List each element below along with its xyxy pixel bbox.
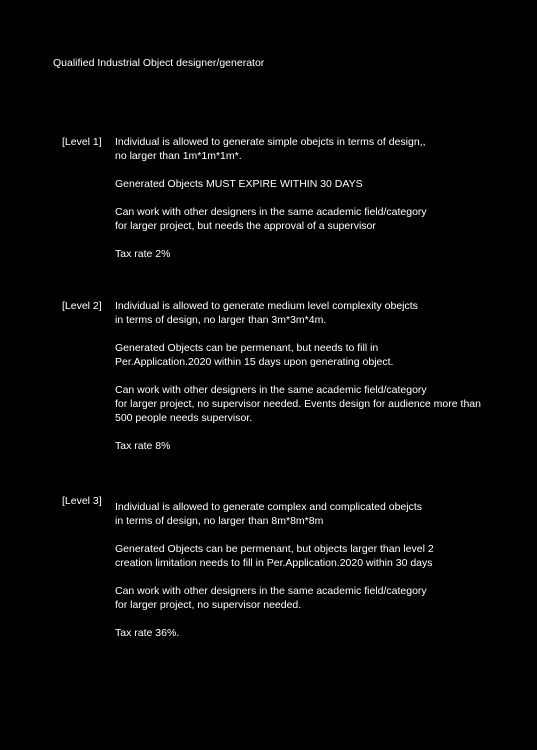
- paragraph: [115, 542, 515, 570]
- text-line: Per.Application.2020 within 15 days upon generating object.: [115, 356, 394, 368]
- text-line: Generated Objects can be permenant, but objects larger than level 2: [115, 543, 434, 555]
- text-line: Individual is allowed to generate medium level complexity obejcts: [115, 300, 418, 312]
- text-line: Can work with other designers in the same academic field/category: [115, 206, 427, 218]
- text-line: Can work with other designers in the same academic field/category: [115, 384, 427, 396]
- text-line: Individual is allowed to generate complex and complicated obejcts: [115, 501, 423, 513]
- text-line: creation limitation needs to fill in Per.Application.2020 within 30 days: [115, 557, 433, 569]
- paragraph: [115, 299, 515, 327]
- level-label: [Level 1]: [62, 136, 102, 148]
- paragraph: [115, 205, 515, 233]
- text-line: for larger project, but needs the approval of a supervisor: [115, 220, 376, 232]
- text-line: no larger than 1m*1m*1m*.: [115, 150, 242, 162]
- text-line: in terms of design, no larger than 3m*3m*4m.: [115, 314, 327, 326]
- page-title: Qualified Industrial Object designer/generator: [53, 57, 265, 69]
- paragraph: [115, 439, 515, 453]
- level-body: [115, 135, 515, 275]
- paragraph: [115, 341, 515, 369]
- paragraph: [115, 626, 515, 640]
- paragraph: [115, 500, 515, 528]
- level-body: [115, 299, 515, 467]
- text-line: 500 people needs supervisor.: [115, 412, 253, 424]
- text-line: Tax rate 2%: [115, 248, 171, 260]
- paragraph: [115, 247, 515, 261]
- paragraph: [115, 383, 515, 425]
- paragraph: [115, 177, 515, 191]
- text-line: Tax rate 8%: [115, 440, 171, 452]
- text-line: Individual is allowed to generate simple obejcts in terms of design,,: [115, 136, 426, 148]
- text-line: Tax rate 36%.: [115, 627, 180, 639]
- level-body: [115, 500, 515, 654]
- text-line: Can work with other designers in the same academic field/category: [115, 585, 427, 597]
- paragraph: [115, 584, 515, 612]
- text-line: Generated Objects MUST EXPIRE WITHIN 30 DAYS: [115, 178, 363, 190]
- text-line: for larger project, no supervisor needed. Events design for audience more than: [115, 398, 481, 410]
- text-line: for larger project, no supervisor needed.: [115, 599, 302, 611]
- text-line: Generated Objects can be permenant, but needs to fill in: [115, 342, 379, 354]
- level-label: [Level 3]: [62, 495, 102, 507]
- paragraph: [115, 135, 515, 163]
- level-label: [Level 2]: [62, 300, 102, 312]
- text-line: in terms of design, no larger than 8m*8m*8m: [115, 515, 324, 527]
